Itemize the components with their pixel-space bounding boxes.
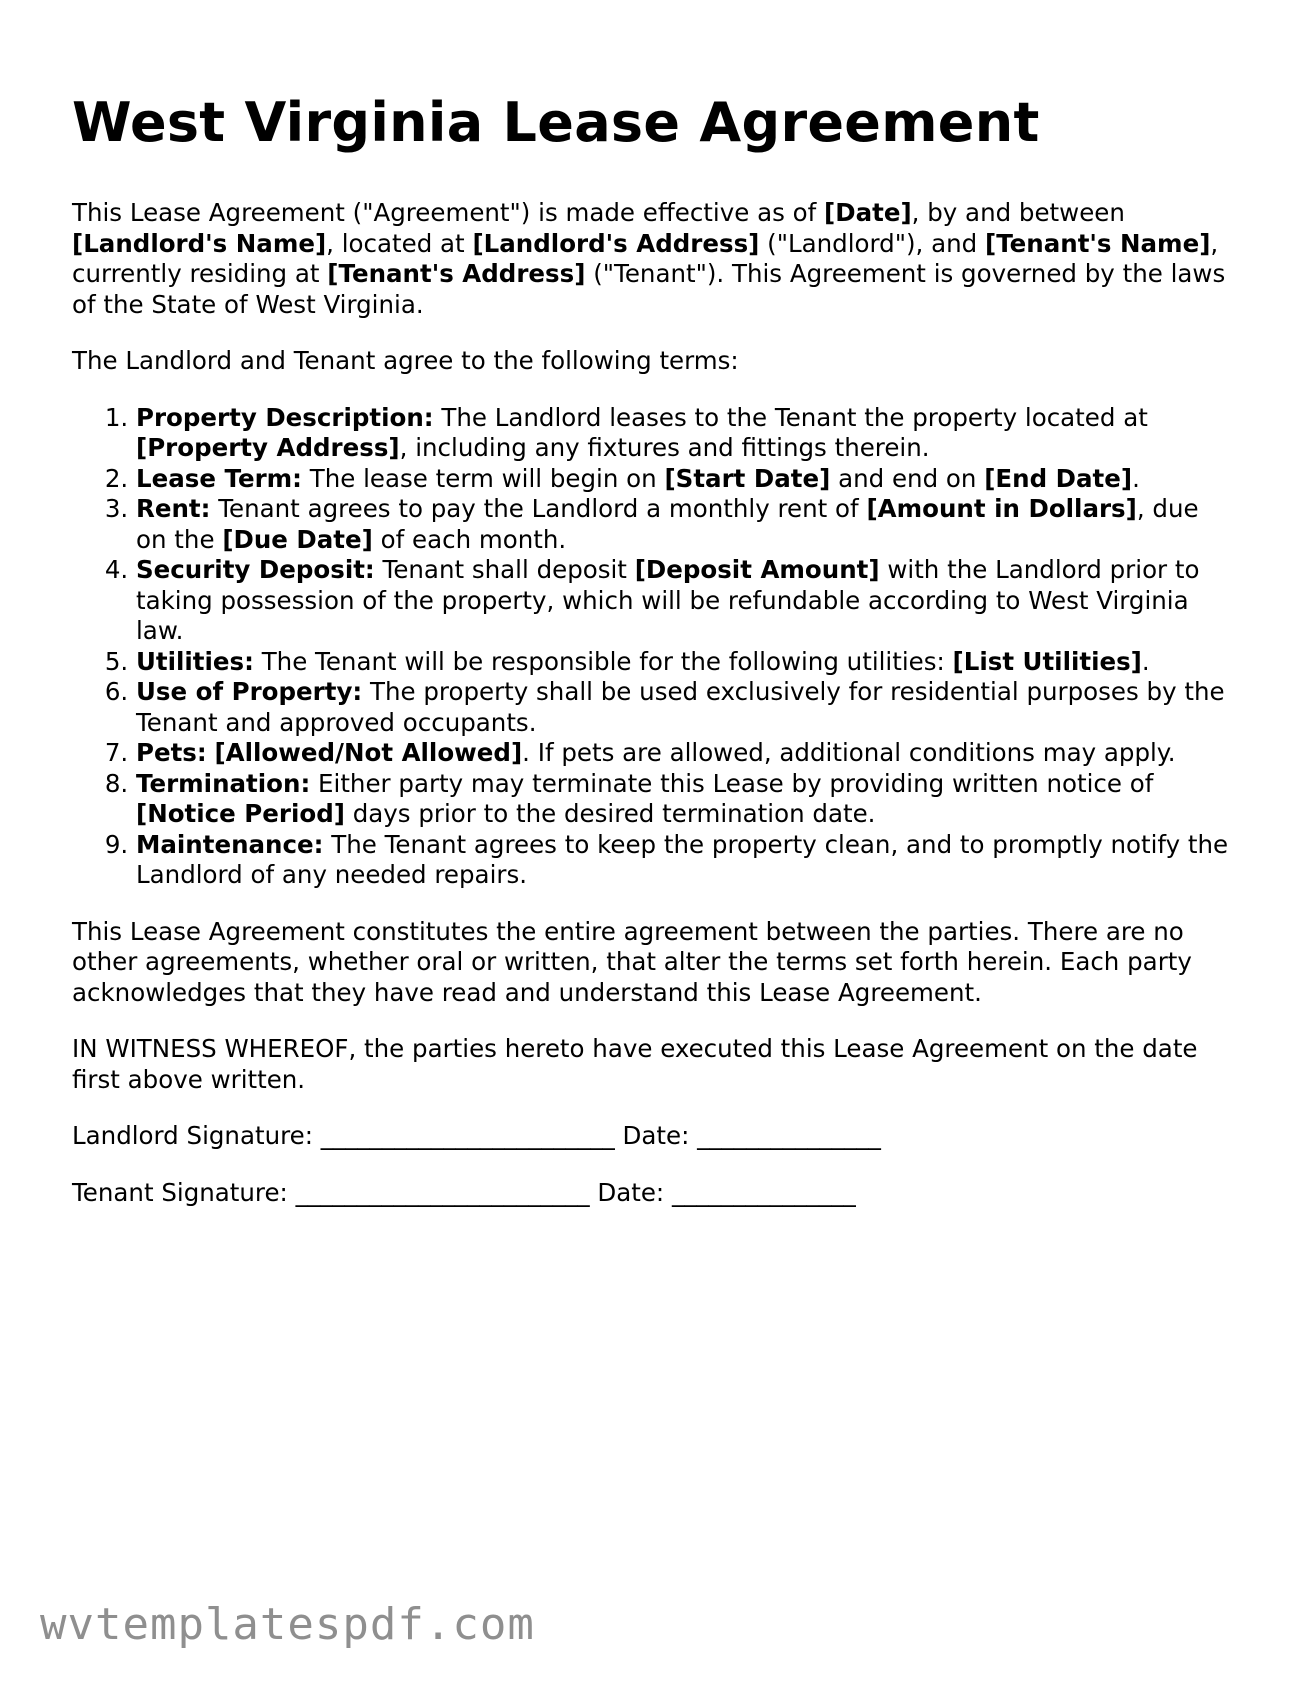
- intro-paragraph: [72, 198, 1232, 320]
- term-text: .: [1132, 463, 1140, 493]
- term-label: Utilities:: [136, 646, 254, 676]
- witness-paragraph: IN WITNESS WHEREOF, the parties hereto have executed this Lease Agreement on the date first above written.: [72, 1034, 1198, 1094]
- term-label: Pets:: [136, 738, 207, 767]
- term-text: of each month.: [372, 524, 567, 554]
- term-placeholder: [Amount in Dollars]: [866, 494, 1137, 523]
- term-label: Maintenance:: [136, 829, 324, 859]
- term-label: Rent:: [136, 494, 211, 523]
- term-placeholder: [Start Date]: [664, 463, 831, 493]
- landlord-name-placeholder: [Landlord's Name]: [72, 228, 327, 258]
- term-item: [136, 464, 1232, 495]
- term-item: [136, 738, 1232, 769]
- term-text: The Tenant agrees to keep the property clean, and to promptly notify the Landlord of any needed repairs.: [136, 829, 1229, 889]
- intro-text: ("Landlord"), and: [759, 228, 985, 258]
- document-title: West Virginia Lease Agreement: [72, 91, 1040, 154]
- term-item: [136, 494, 1232, 555]
- term-label: Termination:: [136, 768, 311, 798]
- term-placeholder: [List Utilities]: [952, 646, 1142, 676]
- term-label: Use of Property:: [136, 677, 363, 706]
- term-text: .: [1141, 646, 1150, 676]
- landlord-signature-line: Landlord Signature: ________________________ Date: _______________: [72, 1121, 881, 1150]
- term-text: The Landlord leases to the Tenant the property located at: [433, 402, 1148, 432]
- term-text: days prior to the desired termination date.: [344, 799, 876, 828]
- terms-intro: The Landlord and Tenant agree to the following terms:: [72, 346, 739, 375]
- term-text: Either party may terminate this Lease by providing written notice of: [310, 768, 1154, 798]
- tenant-name-placeholder: [Tenant's Name]: [985, 228, 1211, 258]
- term-item: [136, 830, 1232, 891]
- terms-list: [72, 403, 1232, 891]
- term-item: [136, 555, 1232, 647]
- term-text: The Tenant will be responsible for the following utilities:: [253, 646, 953, 676]
- tenant-signature-line: Tenant Signature: ________________________ Date: _______________: [72, 1177, 856, 1207]
- tenant-address-placeholder: [Tenant's Address]: [327, 259, 586, 288]
- intro-text: , currently residing at: [72, 228, 1219, 288]
- entire-agreement-paragraph: This Lease Agreement constitutes the entire agreement between the parties. There are no other agreements, whether oral or written, that alter the terms set forth herein. Each party acknowledges that they have read and understand this Lease Agreement.: [72, 916, 1192, 1007]
- term-placeholder: [End Date]: [984, 463, 1133, 493]
- term-label: Lease Term:: [136, 463, 302, 493]
- intro-text: , by and between: [911, 198, 1125, 227]
- term-text: The property shall be used exclusively for residential purposes by the Tenant and approved occupants.: [136, 677, 1225, 737]
- term-item: [136, 769, 1232, 830]
- document-page: [72, 88, 1232, 1234]
- term-placeholder: [Due Date]: [222, 524, 373, 554]
- term-item: [136, 677, 1232, 738]
- watermark: wvtemplatespdf.com: [40, 1599, 535, 1650]
- term-text: The lease term will begin on: [301, 463, 665, 493]
- term-label: Security Deposit:: [136, 555, 375, 584]
- term-text: with the Landlord prior to taking possession of the property, which will be refundable according to West Virginia law.: [136, 555, 1200, 645]
- term-text: , due on the: [136, 494, 1199, 554]
- term-text: . If pets are allowed, additional conditions may apply.: [522, 738, 1176, 767]
- intro-text: , located at: [326, 228, 473, 258]
- intro-text: This Lease Agreement ("Agreement") is made effective as of: [72, 198, 825, 227]
- term-label: Property Description:: [136, 402, 434, 432]
- term-item: [136, 647, 1232, 678]
- term-placeholder: [Property Address]: [136, 433, 400, 462]
- term-placeholder: [Notice Period]: [136, 799, 345, 828]
- term-placeholder: [Deposit Amount]: [634, 555, 880, 584]
- date-placeholder: [Date]: [824, 198, 912, 227]
- term-text: , including any fixtures and fittings therein.: [399, 433, 930, 462]
- term-text: Tenant shall deposit: [374, 555, 635, 584]
- landlord-address-placeholder: [Landlord's Address]: [472, 228, 760, 258]
- term-placeholder: [Allowed/Not Allowed]: [214, 738, 523, 767]
- term-text: Tenant agrees to pay the Landlord a monthly rent of: [210, 494, 867, 523]
- intro-text: ("Tenant"). This Agreement is governed by the laws of the State of West Virginia.: [72, 259, 1226, 319]
- term-item: [136, 403, 1232, 464]
- term-text: and end on: [830, 463, 985, 493]
